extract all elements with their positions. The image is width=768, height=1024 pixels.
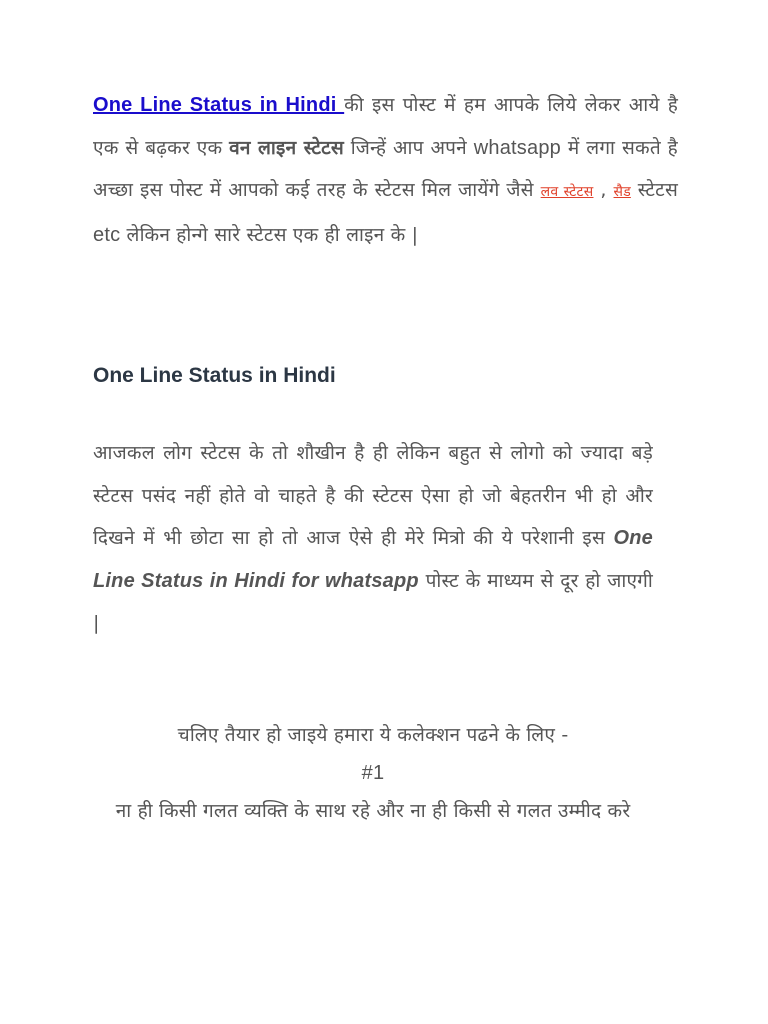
status-number: #1: [361, 762, 385, 784]
body-bold-italic: One Line Status in Hindi for whatsapp: [93, 527, 653, 592]
intro-text-1: की इस पोस्ट में हम आपके लिये लेकर आये है एक से बढ़कर एक: [93, 94, 678, 159]
status-quote: ना ही किसी गलत व्यक्ति के साथ रहे और ना ही किसी से गलत उम्मीद करे: [115, 800, 631, 822]
closing-intro: चलिए तैयार हो जाइये हमारा ये कलेक्शन पढने के लिए -: [177, 724, 569, 746]
section-heading: One Line Status in Hindi: [93, 364, 336, 387]
love-status-link[interactable]: लव स्टेटस: [540, 184, 594, 200]
one-line-status-link[interactable]: One Line Status in Hindi: [93, 94, 345, 116]
etc-text: etc: [93, 223, 121, 246]
body-text-2: पोस्ट के माध्यम से दूर हो जाएगी |: [93, 569, 653, 634]
intro-text-2: जिन्हें आप अपने: [343, 136, 474, 159]
body-text-1: आजकल लोग स्टेटस के तो शौखीन है ही लेकिन बहुत से लोगो को ज्यादा बड़े स्टेटस पसंद नहीं होते वो चाहते है की स्टेटस ऐसा हो जो बेहतरीन भी हो और दिखने में भी छोटा सा हो तो आज ऐसे ही मेरे मित्रो की ये परेशानी इस: [93, 442, 653, 549]
intro-text-6: लेकिन होन्गे सारे स्टेटस एक ही लाइन के |: [120, 223, 419, 246]
intro-paragraph: [93, 84, 678, 256]
sad-status-link[interactable]: सैड: [613, 184, 631, 200]
intro-text-3: में लगा सकते है अच्छा इस पोस्ट में आपको कई तरह के स्टेटस मिल जायेंगे जैसे: [93, 136, 678, 201]
intro-text-4: ,: [593, 179, 614, 201]
intro-text-5: स्टेटस: [630, 179, 678, 201]
closing-section: [93, 714, 653, 832]
whatsapp-text: whatsapp: [473, 136, 561, 159]
document-page: [93, 84, 678, 822]
one-line-status-bold: वन लाइन स्टेटस: [229, 136, 344, 159]
body-paragraph: [93, 432, 653, 645]
